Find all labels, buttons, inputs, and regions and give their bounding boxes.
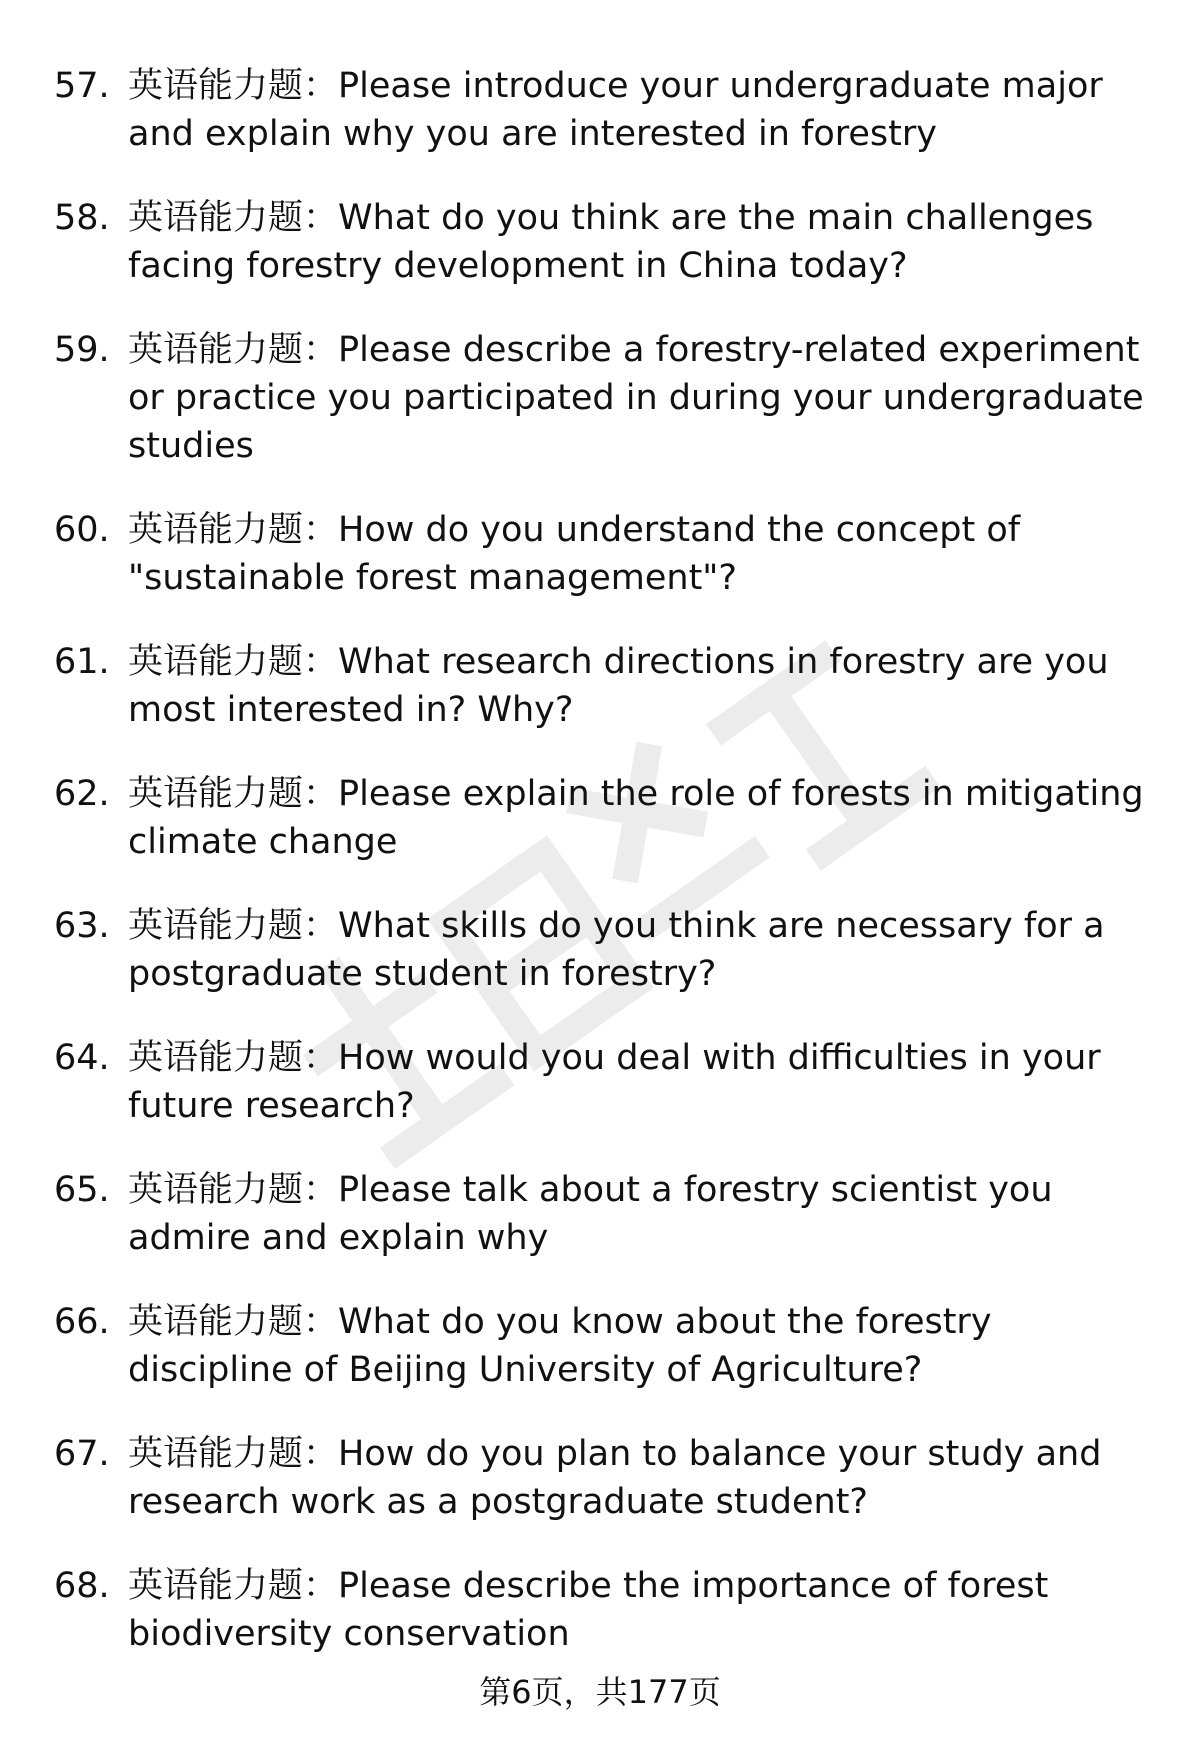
question-type-label: 英语能力题： — [128, 774, 339, 814]
question-item — [54, 638, 1164, 734]
question-type-label: 英语能力题： — [128, 198, 339, 238]
question-number: 65. — [54, 1170, 110, 1210]
question-body — [128, 1430, 1164, 1526]
question-item — [54, 902, 1164, 998]
question-item — [54, 506, 1164, 602]
question-number: 61. — [54, 642, 110, 682]
question-body — [128, 770, 1164, 866]
question-number: 64. — [54, 1038, 110, 1078]
question-body — [128, 1034, 1164, 1130]
question-item — [54, 770, 1164, 866]
question-type-label: 英语能力题： — [128, 1434, 339, 1474]
question-type-label: 英语能力题： — [128, 1038, 339, 1078]
question-body — [128, 326, 1164, 470]
question-text: Please describe a forestry-related experiment or practice you participated in during your undergraduate studies — [128, 330, 1144, 466]
question-item — [54, 1562, 1164, 1658]
question-type-label: 英语能力题： — [128, 906, 339, 946]
question-text: What skills do you think are necessary for a postgraduate student in forestry? — [128, 906, 1105, 994]
question-type-label: 英语能力题： — [128, 642, 339, 682]
page-footer: 第6页，共177页 — [479, 1673, 721, 1711]
question-number: 58. — [54, 198, 110, 238]
question-text: How do you plan to balance your study and research work as a postgraduate student? — [128, 1434, 1102, 1522]
question-item — [54, 326, 1164, 470]
question-item — [54, 194, 1164, 290]
question-text: Please describe the importance of forest biodiversity conservation — [128, 1566, 1049, 1654]
question-type-label: 英语能力题： — [128, 66, 339, 106]
question-body — [128, 1298, 1164, 1394]
question-text: Please explain the role of forests in mitigating climate change — [128, 774, 1144, 862]
question-item — [54, 1430, 1164, 1526]
question-number: 66. — [54, 1302, 110, 1342]
question-item — [54, 1034, 1164, 1130]
question-number: 63. — [54, 906, 110, 946]
question-body — [128, 506, 1164, 602]
question-body — [128, 1166, 1164, 1262]
question-type-label: 英语能力题： — [128, 1302, 339, 1342]
question-text: Please talk about a forestry scientist you admire and explain why — [128, 1170, 1053, 1258]
question-text: What do you think are the main challenges facing forestry development in China today? — [128, 198, 1094, 286]
question-type-label: 英语能力题： — [128, 1566, 339, 1606]
question-body — [128, 62, 1164, 158]
question-text: How would you deal with difficulties in your future research? — [128, 1038, 1101, 1126]
question-body — [128, 902, 1164, 998]
question-type-label: 英语能力题： — [128, 510, 339, 550]
question-type-label: 英语能力题： — [128, 1170, 339, 1210]
question-body — [128, 1562, 1164, 1658]
question-text: Please introduce your undergraduate major and explain why you are interested in forestry — [128, 66, 1103, 154]
question-number: 67. — [54, 1434, 110, 1474]
question-text: What do you know about the forestry discipline of Beijing University of Agriculture? — [128, 1302, 992, 1390]
question-number: 60. — [54, 510, 110, 550]
question-text: What research directions in forestry are you most interested in? Why? — [128, 642, 1109, 730]
question-number: 57. — [54, 66, 110, 106]
question-item — [54, 62, 1164, 158]
question-type-label: 英语能力题： — [128, 330, 339, 370]
question-list — [54, 62, 1164, 1694]
question-item — [54, 1298, 1164, 1394]
question-body — [128, 194, 1164, 290]
question-number: 59. — [54, 330, 110, 370]
question-text: How do you understand the concept of "sustainable forest management"? — [128, 510, 1021, 598]
question-number: 62. — [54, 774, 110, 814]
question-item — [54, 1166, 1164, 1262]
question-number: 68. — [54, 1566, 110, 1606]
question-body — [128, 638, 1164, 734]
